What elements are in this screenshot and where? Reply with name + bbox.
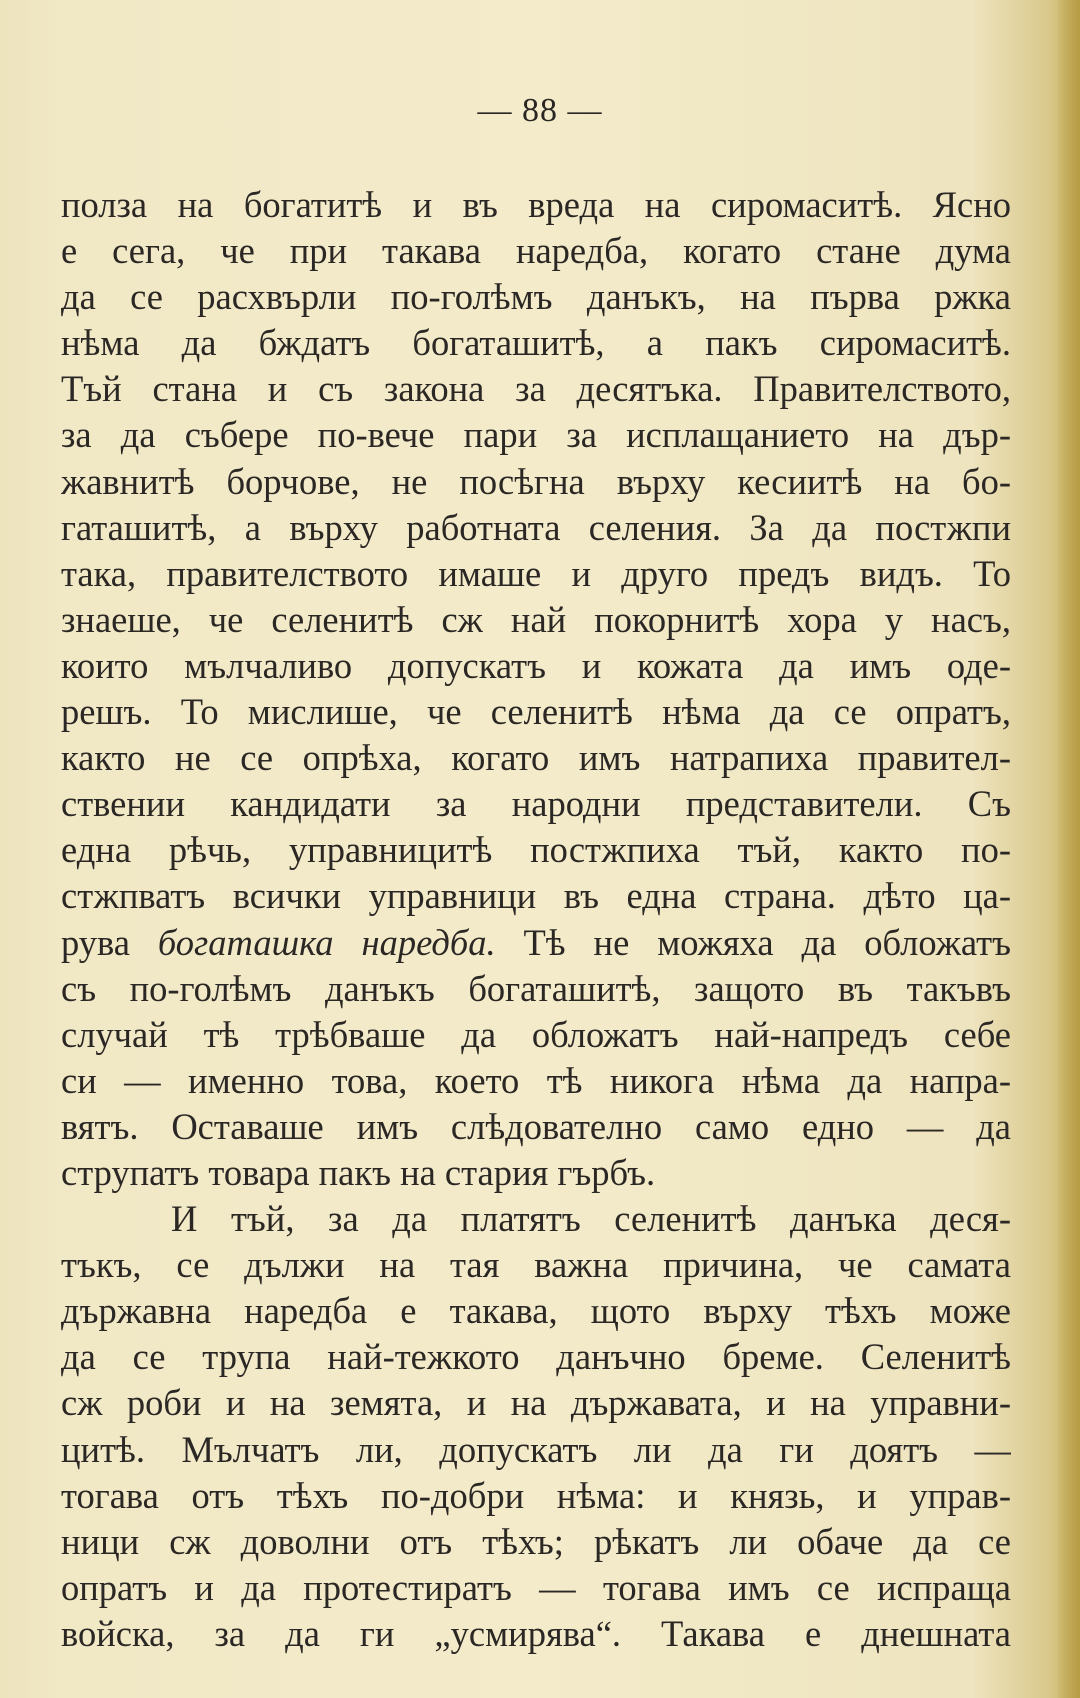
text-span: рува <box>61 921 158 963</box>
text-span: Тѣ не можяха да обложатъ <box>495 921 1011 963</box>
text-line: стжпватъ всички управници въ една страна. дѣто ца- <box>61 875 1011 917</box>
page-number: — 88 — <box>477 92 603 129</box>
text-line: случай тѣ трѣбваше да обложатъ най-напредъ себе <box>61 1013 1011 1055</box>
text-line-with-italic <box>61 920 1011 966</box>
text-line: нѣма да бждатъ богаташитѣ, а пакъ сиромаситѣ. <box>61 322 1011 364</box>
text-line: опратъ и да протестиратъ — тогава имъ се испраща <box>61 1566 1011 1608</box>
italic-phrase: богаташка наредба. <box>157 921 496 963</box>
text-line: знаеше, че селенитѣ сж най покорнитѣ хора у насъ, <box>61 598 1011 640</box>
text-line: е сега, че при такава наредба, когато стане дума <box>61 230 1011 272</box>
text-line: ствении кандидати за народни представители. Съ <box>61 783 1011 825</box>
text-line: войска, за да ги „усмирява“. Такава е днешната <box>61 1612 1011 1654</box>
text-line: така, правителството имаше и друго предъ видъ. То <box>61 552 1011 594</box>
text-line: да се трупа най-тежкото данъчно бреме. Селенитѣ <box>61 1336 1011 1378</box>
paragraph-first-line: И тъй, за да платятъ селенитѣ данъка деся- <box>171 1198 1011 1240</box>
text-line: Тъй стана и съ закона за десятъка. Правителството, <box>61 368 1011 410</box>
text-line: цитѣ. Мълчатъ ли, допускатъ ли да ги доятъ — <box>61 1428 1011 1470</box>
body-text <box>61 182 1011 1657</box>
text-line: си — именно това, което тѣ никога нѣма да напра- <box>61 1059 1011 1101</box>
text-line: съ по-голѣмъ данъкъ богаташитѣ, защото въ такъвъ <box>61 967 1011 1009</box>
text-line: тогава отъ тѣхъ по-добри нѣма: и князь, и управ- <box>61 1474 1011 1516</box>
text-line: които мълчаливо допускатъ и кожата да имъ одe- <box>61 644 1011 686</box>
text-line: гаташитѣ, а върху работната селения. За да постжпи <box>61 506 1011 548</box>
text-line: както не се опрѣха, когато имъ натрапиха правител- <box>61 737 1011 779</box>
page-edge-shadow <box>1058 0 1080 1698</box>
text-line: една рѣчь, управницитѣ постжпиха тъй, както по- <box>61 829 1011 871</box>
text-line: жавнитѣ борчове, не посѣгна върху кесиитѣ на бо- <box>61 460 1011 502</box>
text-line: тъкъ, се дължи на тая важна причина, че самата <box>61 1244 1011 1286</box>
text-line: за да събере по-вече пари за исплащанието на дър- <box>61 414 1011 456</box>
text-line: струпатъ товара пакъ на стария гърбъ. <box>61 1151 656 1193</box>
text-line: вятъ. Оставаше имъ слѣдователно само едно — да <box>61 1105 1011 1147</box>
text-line: държавна наредба е такава, щото върху тѣхъ може <box>61 1290 1011 1332</box>
text-line: полза на богатитѣ и въ вреда на сиромаситѣ. Ясно <box>61 184 1011 225</box>
text-line: сж роби и на земята, и на държавата, и на управни- <box>61 1382 1011 1424</box>
text-line: да се расхвърли по-голѣмъ данъкъ, на първа ржка <box>61 276 1011 318</box>
text-line: решъ. То мислише, че селенитѣ нѣма да се опратъ, <box>61 691 1011 733</box>
text-line: ници сж доволни отъ тѣхъ; рѣкатъ ли обаче да се <box>61 1520 1011 1562</box>
